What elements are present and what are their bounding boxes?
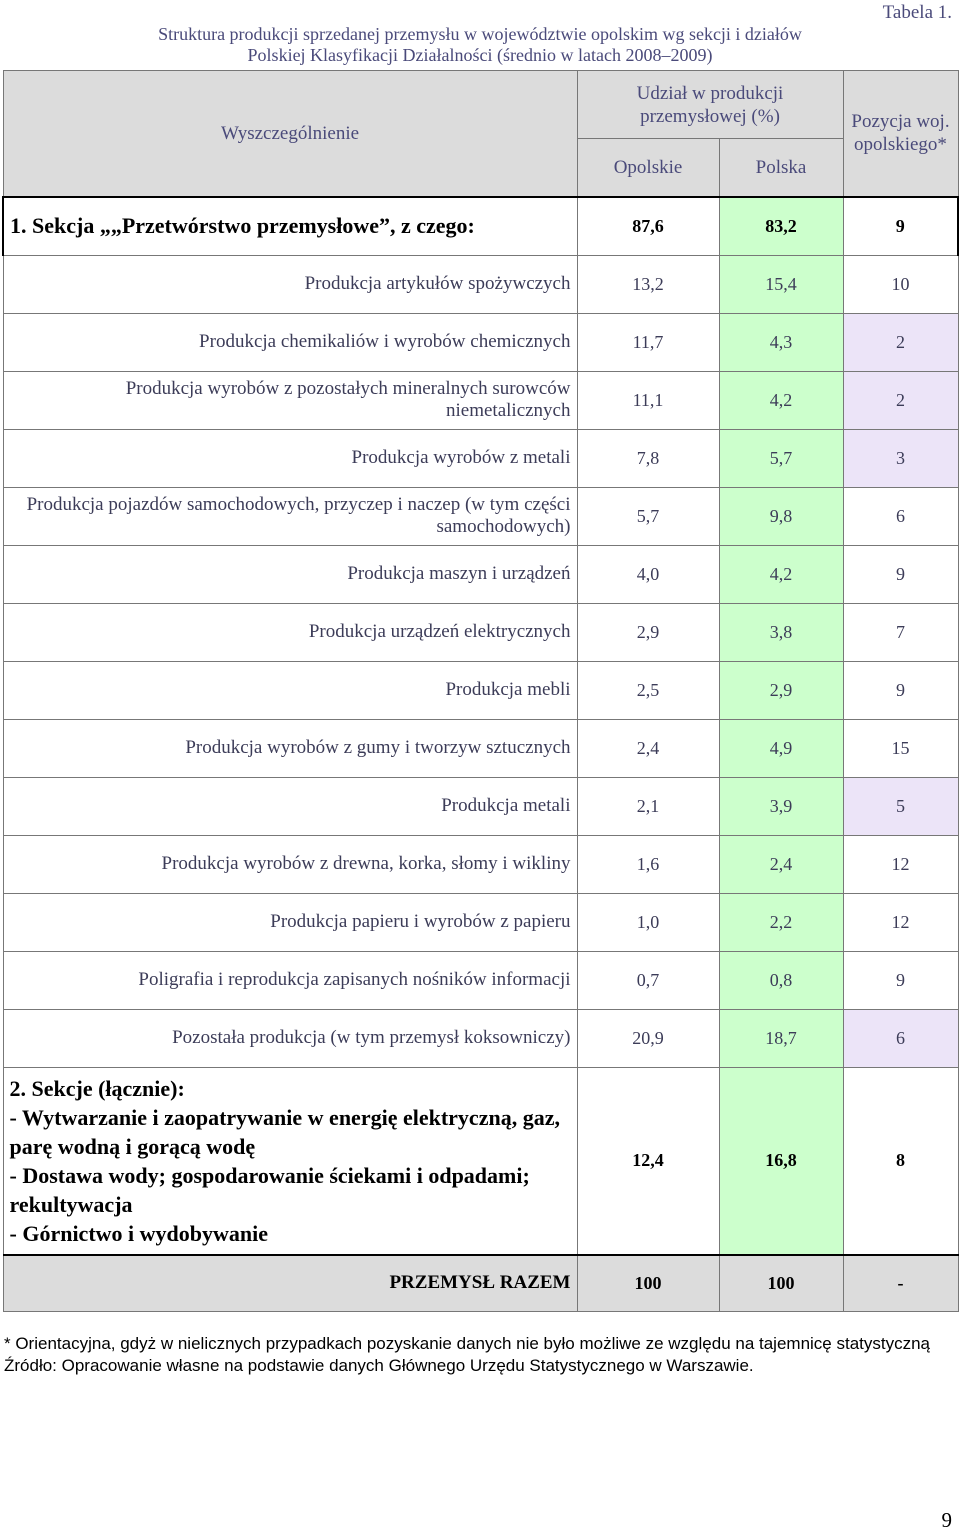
section-2-line-2: - Wytwarzanie i zaopatrywanie w energię elektryczną, gaz, parę wodną i gorącą wodę bbox=[9, 1104, 560, 1159]
production-structure-table bbox=[2, 70, 959, 1312]
row-name: Poligrafia i reprodukcja zapisanych nośników informacji bbox=[3, 951, 577, 1009]
row-opolskie: 13,2 bbox=[577, 255, 719, 313]
row-polska: 4,2 bbox=[719, 545, 843, 603]
row-position: 6 bbox=[843, 1009, 958, 1067]
row-position: 12 bbox=[843, 893, 958, 951]
footnote-asterisk: * Orientacyjna, gdyż w nielicznych przypadkach pozyskanie danych nie było możliwe ze względu na tajemnicę statystyczną bbox=[4, 1334, 931, 1353]
row-name: Produkcja metali bbox=[3, 777, 577, 835]
row-name: Produkcja pojazdów samochodowych, przyczep i naczep (w tym części samochodowych) bbox=[3, 487, 577, 545]
row-opolskie: 7,8 bbox=[577, 429, 719, 487]
row-polska: 0,8 bbox=[719, 951, 843, 1009]
table-row bbox=[3, 951, 958, 1009]
row-polska: 9,8 bbox=[719, 487, 843, 545]
row-polska: 4,3 bbox=[719, 313, 843, 371]
row-opolskie: 2,1 bbox=[577, 777, 719, 835]
row-name: Produkcja mebli bbox=[3, 661, 577, 719]
row-polska: 2,9 bbox=[719, 661, 843, 719]
row-polska: 15,4 bbox=[719, 255, 843, 313]
row-polska: 2,2 bbox=[719, 893, 843, 951]
row-opolskie: 2,4 bbox=[577, 719, 719, 777]
row-polska: 18,7 bbox=[719, 1009, 843, 1067]
row-opolskie: 4,0 bbox=[577, 545, 719, 603]
section-2-polska: 16,8 bbox=[719, 1067, 843, 1255]
section-1-position: 9 bbox=[843, 197, 958, 256]
header-share-group: Udział w produkcji przemysłowej (%) bbox=[577, 71, 843, 139]
total-polska: 100 bbox=[719, 1255, 843, 1312]
total-position: - bbox=[843, 1255, 958, 1312]
source-note: Źródło: Opracowanie własne na podstawie danych Głównego Urzędu Statystycznego w Warszawie. bbox=[4, 1356, 754, 1375]
header-opolskie: Opolskie bbox=[577, 139, 719, 197]
total-name: PRZEMYSŁ RAZEM bbox=[3, 1255, 577, 1312]
row-opolskie: 1,0 bbox=[577, 893, 719, 951]
row-polska: 4,9 bbox=[719, 719, 843, 777]
total-row bbox=[3, 1255, 958, 1312]
header-name: Wyszczególnienie bbox=[3, 71, 577, 197]
row-position: 5 bbox=[843, 777, 958, 835]
row-name: Produkcja wyrobów z metali bbox=[3, 429, 577, 487]
row-opolskie: 11,7 bbox=[577, 313, 719, 371]
footnotes bbox=[4, 1333, 954, 1377]
row-name: Produkcja wyrobów z pozostałych mineralnych surowców niemetalicznych bbox=[3, 371, 577, 429]
table-row bbox=[3, 487, 958, 545]
row-opolskie: 2,9 bbox=[577, 603, 719, 661]
table-row bbox=[3, 255, 958, 313]
row-name: Produkcja chemikaliów i wyrobów chemicznych bbox=[3, 313, 577, 371]
row-name: Produkcja papieru i wyrobów z papieru bbox=[3, 893, 577, 951]
table-row bbox=[3, 777, 958, 835]
row-polska: 2,4 bbox=[719, 835, 843, 893]
row-position: 9 bbox=[843, 545, 958, 603]
table-row bbox=[3, 661, 958, 719]
table-row bbox=[3, 371, 958, 429]
section-1-polska: 83,2 bbox=[719, 197, 843, 256]
row-position: 3 bbox=[843, 429, 958, 487]
section-2-line-3: - Dostawa wody; gospodarowanie ściekami i odpadami; rekultywacja bbox=[9, 1162, 530, 1217]
section-2-row bbox=[3, 1067, 958, 1255]
section-2-position: 8 bbox=[843, 1067, 958, 1255]
table-row bbox=[3, 719, 958, 777]
row-position: 15 bbox=[843, 719, 958, 777]
section-1-row bbox=[3, 197, 958, 256]
row-polska: 3,9 bbox=[719, 777, 843, 835]
table-row bbox=[3, 313, 958, 371]
row-position: 2 bbox=[843, 371, 958, 429]
row-name: Produkcja maszyn i urządzeń bbox=[3, 545, 577, 603]
header-polska: Polska bbox=[719, 139, 843, 197]
row-opolskie: 1,6 bbox=[577, 835, 719, 893]
section-1-name: 1. Sekcja „„Przetwórstwo przemysłowe”, z czego: bbox=[3, 197, 577, 256]
row-name: Produkcja artykułów spożywczych bbox=[3, 255, 577, 313]
row-position: 9 bbox=[843, 951, 958, 1009]
section-2-line-4: - Górnictwo i wydobywanie bbox=[9, 1220, 268, 1246]
row-name: Produkcja urządzeń elektrycznych bbox=[3, 603, 577, 661]
total-opolskie: 100 bbox=[577, 1255, 719, 1312]
caption-line-2: Polskiej Klasyfikacji Działalności (średnio w latach 2008–2009) bbox=[247, 45, 713, 65]
row-position: 10 bbox=[843, 255, 958, 313]
row-polska: 3,8 bbox=[719, 603, 843, 661]
table-row bbox=[3, 545, 958, 603]
row-opolskie: 2,5 bbox=[577, 661, 719, 719]
page-number: 9 bbox=[941, 1508, 952, 1532]
header-position: Pozycja woj. opolskiego* bbox=[843, 71, 958, 197]
row-opolskie: 5,7 bbox=[577, 487, 719, 545]
row-position: 12 bbox=[843, 835, 958, 893]
table-row bbox=[3, 429, 958, 487]
table-row bbox=[3, 835, 958, 893]
row-opolskie: 11,1 bbox=[577, 371, 719, 429]
section-2-line-1: 2. Sekcje (łącznie): bbox=[9, 1075, 185, 1101]
section-1-opolskie: 87,6 bbox=[577, 197, 719, 256]
table-row bbox=[3, 603, 958, 661]
row-position: 2 bbox=[843, 313, 958, 371]
table-label: Tabela 1. bbox=[882, 2, 952, 23]
row-name: Produkcja wyrobów z drewna, korka, słomy i wikliny bbox=[3, 835, 577, 893]
table-row bbox=[3, 893, 958, 951]
row-polska: 5,7 bbox=[719, 429, 843, 487]
row-polska: 4,2 bbox=[719, 371, 843, 429]
row-position: 9 bbox=[843, 661, 958, 719]
table-row bbox=[3, 1009, 958, 1067]
row-name: Pozostała produkcja (w tym przemysł koksowniczy) bbox=[3, 1009, 577, 1067]
header-row-1 bbox=[3, 71, 958, 139]
caption-line-1: Struktura produkcji sprzedanej przemysłu w województwie opolskim wg sekcji i działów bbox=[158, 24, 802, 44]
table-caption bbox=[60, 24, 900, 70]
row-name: Produkcja wyrobów z gumy i tworzyw sztucznych bbox=[3, 719, 577, 777]
row-opolskie: 20,9 bbox=[577, 1009, 719, 1067]
row-position: 7 bbox=[843, 603, 958, 661]
row-position: 6 bbox=[843, 487, 958, 545]
section-2-name bbox=[3, 1067, 577, 1255]
row-opolskie: 0,7 bbox=[577, 951, 719, 1009]
section-2-opolskie: 12,4 bbox=[577, 1067, 719, 1255]
